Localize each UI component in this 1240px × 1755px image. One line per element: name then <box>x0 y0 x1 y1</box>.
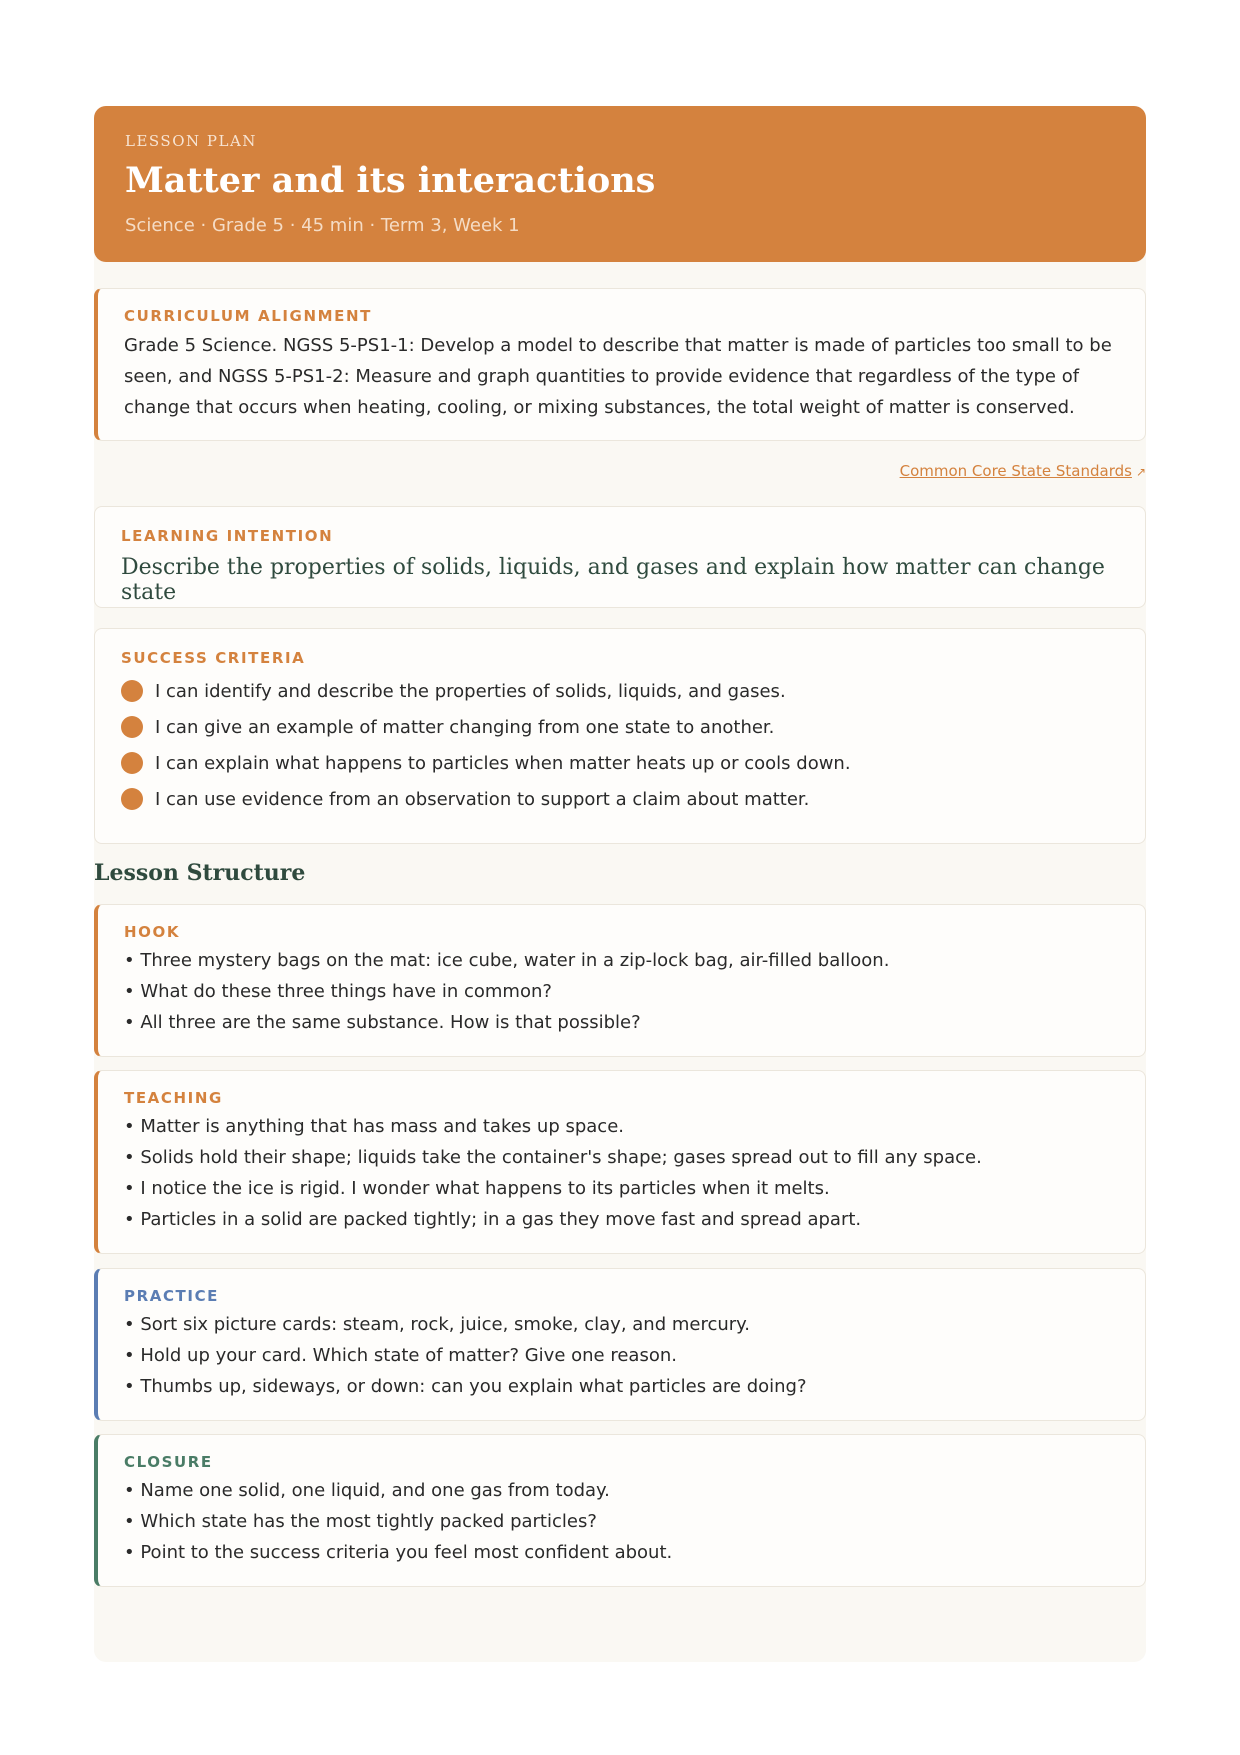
bullet-dot-icon <box>121 788 143 810</box>
header-kicker: LESSON PLAN <box>125 132 257 150</box>
practice-item: • Thumbs up, sideways, or down: can you explain what particles are doing? <box>124 1376 807 1397</box>
closure-item: • Name one solid, one liquid, and one gas from today. <box>124 1480 610 1501</box>
success-item-text: I can give an example of matter changing from one state to another. <box>155 716 775 738</box>
teaching-card <box>94 1070 1146 1254</box>
lesson-header <box>94 106 1146 262</box>
teaching-item: • Solids hold their shape; liquids take the container's shape; gases spread out to fill any space. <box>124 1147 982 1168</box>
success-list <box>121 673 1119 817</box>
bullet-dot-icon <box>121 716 143 738</box>
success-item-text: I can identify and describe the properties of solids, liquids, and gases. <box>155 680 786 702</box>
practice-item: • Sort six picture cards: steam, rock, juice, smoke, clay, and mercury. <box>124 1314 750 1335</box>
success-item <box>121 709 1119 745</box>
success-criteria-card <box>94 628 1146 844</box>
lesson-structure-heading: Lesson Structure <box>94 860 306 886</box>
teaching-item: • I notice the ice is rigid. I wonder what happens to its particles when it melts. <box>124 1178 830 1199</box>
practice-card <box>94 1268 1146 1421</box>
teaching-item: • Particles in a solid are packed tightly; in a gas they move fast and spread apart. <box>124 1209 862 1230</box>
intention-text: Describe the properties of solids, liquids, and gases and explain how matter can change state <box>121 555 1105 605</box>
hook-card <box>94 904 1146 1057</box>
standards-link[interactable]: Common Core State Standards <box>899 462 1132 480</box>
closure-item: • Which state has the most tightly packed particles? <box>124 1511 597 1532</box>
hook-item: • Three mystery bags on the mat: ice cube, water in a zip-lock bag, air-filled balloon. <box>124 950 890 971</box>
curriculum-card <box>94 288 1146 441</box>
page-title: Matter and its interactions <box>125 160 656 201</box>
lesson-meta: Science · Grade 5 · 45 min · Term 3, Week 1 <box>125 215 520 236</box>
closure-card <box>94 1434 1146 1587</box>
bullet-dot-icon <box>121 752 143 774</box>
practice-item: • Hold up your card. Which state of matter? Give one reason. <box>124 1345 677 1366</box>
closure-item: • Point to the success criteria you feel most confident about. <box>124 1542 673 1563</box>
success-item <box>121 745 1119 781</box>
success-item <box>121 781 1119 817</box>
teaching-item: • Matter is anything that has mass and takes up space. <box>124 1116 624 1137</box>
standards-link-row <box>900 462 1146 480</box>
learning-intention-card <box>94 506 1146 608</box>
intention-label: LEARNING INTENTION <box>121 527 334 545</box>
teaching-label: TEACHING <box>124 1089 223 1107</box>
closure-label: CLOSURE <box>124 1453 213 1471</box>
curriculum-text: Grade 5 Science. NGSS 5-PS1-1: Develop a model to describe that matter is made of particles too small to be seen, and NGSS 5-PS1-2: Measure and graph quantities to provide evidence that regardless of the type of change that occurs when heating, cooling, or mixing substances, the total weight of matter is conserved. <box>124 335 1112 418</box>
hook-item: • All three are the same substance. How is that possible? <box>124 1012 641 1033</box>
success-item-text: I can explain what happens to particles when matter heats up or cools down. <box>155 752 851 774</box>
success-item-text: I can use evidence from an observation to support a claim about matter. <box>155 788 810 810</box>
hook-label: HOOK <box>124 923 181 941</box>
success-item <box>121 673 1119 709</box>
hook-item: • What do these three things have in common? <box>124 981 552 1002</box>
bullet-dot-icon <box>121 680 143 702</box>
practice-label: PRACTICE <box>124 1287 220 1305</box>
external-link-icon: ↗ <box>1135 465 1146 479</box>
curriculum-label: CURRICULUM ALIGNMENT <box>124 307 372 325</box>
success-label: SUCCESS CRITERIA <box>121 649 306 667</box>
